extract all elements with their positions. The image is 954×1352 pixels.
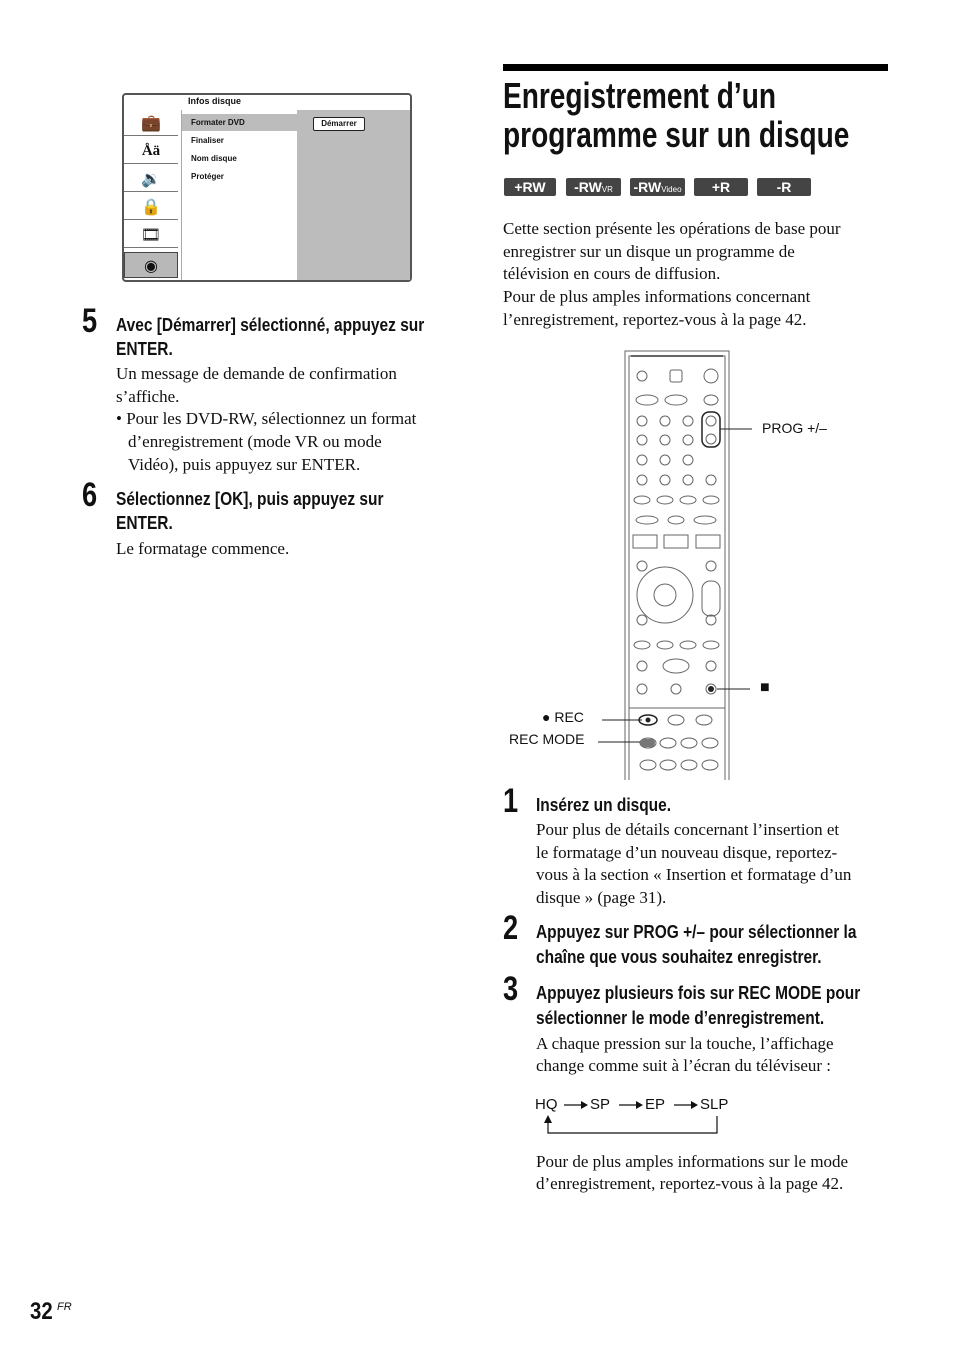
step-title: ENTER.	[116, 339, 173, 359]
disc-badge: -RWVideo	[630, 178, 685, 196]
leader-lines	[590, 420, 760, 750]
body-text: Pour de plus amples informations sur le mode	[536, 1152, 849, 1171]
demarrer-button[interactable]: Démarrer	[313, 117, 365, 131]
body-text: s’affiche.	[116, 387, 180, 406]
mode-cycle-arrows	[535, 1096, 735, 1141]
step-number: 5	[82, 302, 98, 340]
mode-sp: SP	[590, 1096, 611, 1113]
disc-icon: ◉	[124, 252, 178, 278]
film-icon: 🎞	[124, 222, 178, 248]
body-text: Le formatage commence.	[116, 539, 290, 558]
body-text: A chaque pression sur la touche, l’affichage	[536, 1034, 834, 1053]
lock-icon: 🔒	[124, 194, 178, 220]
page-number: 32	[30, 1298, 53, 1325]
body-text: d’enregistrement, reportez-vous à la page 42.	[536, 1174, 844, 1193]
heading-rule	[503, 64, 888, 71]
page-heading: programme sur un disque	[503, 114, 850, 155]
step-title: chaîne que vous souhaitez enregistrer.	[536, 947, 822, 967]
body-text: change comme suit à l’écran du téléviseur :	[536, 1056, 832, 1075]
intro-text: enregistrer sur un disque un programme de	[503, 242, 795, 261]
page-suffix: FR	[57, 1301, 72, 1313]
step-title: sélectionner le mode d’enregistrement.	[536, 1008, 825, 1028]
osd-option-panel	[297, 110, 410, 280]
osd-menu-list	[181, 110, 298, 280]
menu-item-finaliser[interactable]: Finaliser	[191, 136, 224, 145]
step-title: ENTER.	[116, 513, 173, 533]
mode-slp: SLP	[700, 1096, 729, 1113]
step-number: 2	[503, 909, 519, 947]
page-heading: Enregistrement d’un	[503, 75, 777, 116]
menu-item-nom-disque[interactable]: Nom disque	[191, 154, 237, 163]
toolbox-icon: 💼	[124, 110, 178, 136]
disc-badge: -RWVR	[566, 178, 621, 196]
body-text: vous à la section « Insertion et formatage d’un	[536, 865, 852, 884]
osd-title: Infos disque	[188, 96, 242, 106]
step-title: Appuyez sur PROG +/– pour sélectionner la	[536, 922, 857, 942]
mode-ep: EP	[645, 1096, 666, 1113]
body-text: disque » (page 31).	[536, 888, 667, 907]
speaker-icon: 🔉	[124, 166, 178, 192]
prog-label: PROG +/–	[762, 420, 827, 436]
step-title: Appuyez plusieurs fois sur REC MODE pour	[536, 983, 861, 1003]
intro-text: télévision en cours de diffusion.	[503, 264, 721, 283]
intro-text: l’enregistrement, reportez-vous à la page 42.	[503, 310, 807, 329]
step-title: Sélectionnez [OK], puis appuyez sur	[116, 489, 384, 509]
disc-badge: +R	[694, 178, 748, 196]
menu-item-proteger[interactable]: Protéger	[191, 172, 224, 181]
bullet-text: d’enregistrement (mode VR ou mode	[128, 432, 382, 451]
bullet-text: Vidéo), puis appuyez sur ENTER.	[128, 455, 361, 474]
step-number: 3	[503, 970, 519, 1008]
body-text: Un message de demande de confirmation	[116, 364, 397, 383]
intro-text: Cette section présente les opérations de base pour	[503, 219, 841, 238]
step-title: Insérez un disque.	[536, 795, 672, 815]
disc-badge: +RW	[504, 178, 556, 196]
bullet-text: • Pour les DVD-RW, sélectionnez un format	[116, 409, 417, 428]
mode-hq: HQ	[535, 1096, 558, 1113]
rec-label: ● REC	[542, 709, 584, 725]
menu-item-formater-dvd[interactable]: Formater DVD	[182, 114, 298, 131]
step-number: 6	[82, 476, 98, 514]
osd-icon-column	[124, 108, 178, 280]
body-text: le formatage d’un nouveau disque, reportez-	[536, 843, 838, 862]
disc-badge: -R	[757, 178, 811, 196]
body-text: Pour plus de détails concernant l’insertion et	[536, 820, 840, 839]
stop-icon: ■	[760, 679, 770, 696]
step-title: Avec [Démarrer] sélectionné, appuyez sur	[116, 315, 425, 335]
language-icon: Åä	[124, 138, 178, 164]
rec-mode-label: REC MODE	[509, 731, 585, 747]
step-number: 1	[503, 782, 519, 820]
intro-text: Pour de plus amples informations concernant	[503, 287, 811, 306]
